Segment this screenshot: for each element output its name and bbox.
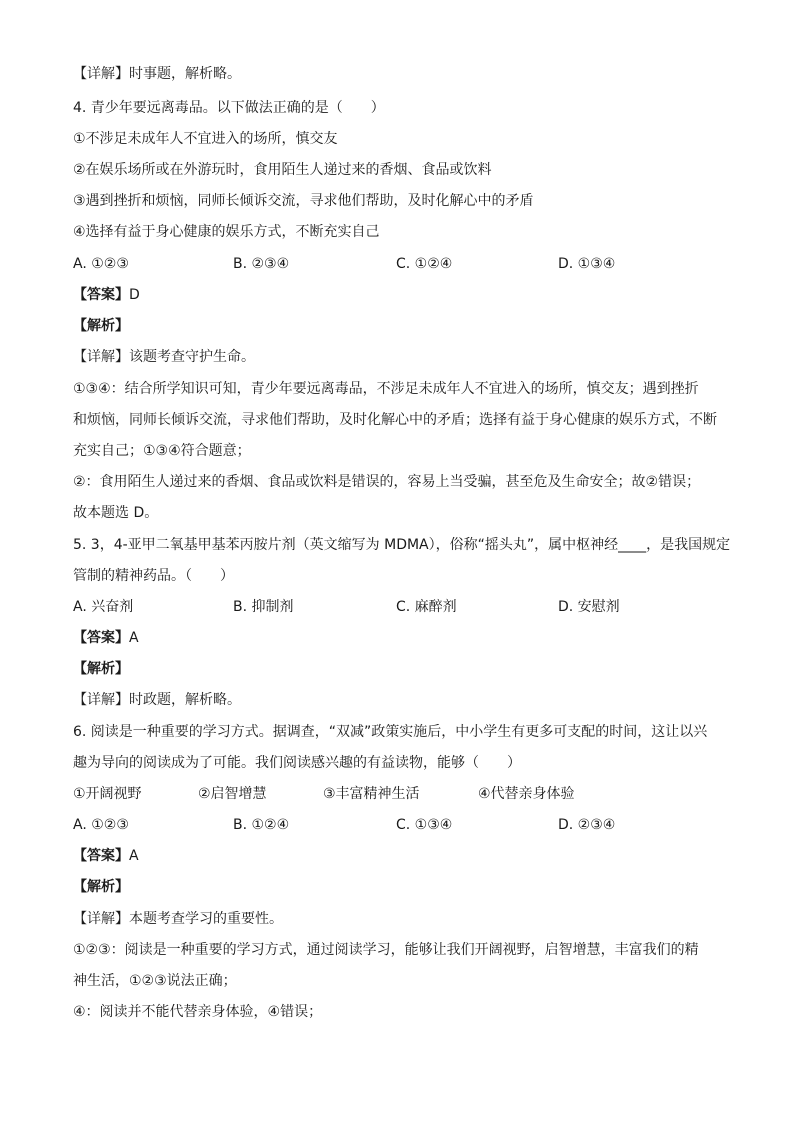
q6-stem-1: 6. 阅读是一种重要的学习方式。据调查，“双减”政策实施后，中小学生有更多可支配的时间，这让以兴 [73,724,708,740]
q4-item-4: ④选择有益于身心健康的娱乐方式，不断充实自己 [73,224,380,240]
q6-item-3: ③丰富精神生活 [323,786,420,802]
q6-answer-value: A [129,848,139,864]
q6-explain-1: ①②③：阅读是一种重要的学习方式，通过阅读学习，能够让我们开阔视野，启智增慧，丰富我们的精 [73,942,699,958]
q5-option-a: A. 兴奋剂 [73,599,134,615]
q5-stem-2: 管制的精神药品。（ ） [73,568,234,584]
q4-explain-2: 和烦恼，同师长倾诉交流，寻求他们帮助，及时化解心中的矛盾；选择有益于身心健康的娱乐方式，不断 [73,412,717,428]
q5-stem-1: 5. 3，4-亚甲二氧基甲基苯丙胺片剂（英文缩写为 MDMA），俗称“摇头丸”，属中枢神经____，是我国规定 [73,537,731,553]
q6-option-a: A. ①②③ [73,817,129,833]
q6-item-4: ④代替亲身体验 [478,786,575,802]
q4-option-c: C. ①②④ [396,256,453,272]
q4-detail: 【详解】该题考查守护生命。 [73,349,255,365]
q6-stem-2: 趣为导向的阅读成为了可能。我们阅读感兴趣的有益读物，能够（ ） [73,755,521,771]
q5-answer [73,628,723,648]
q6-option-c: C. ①③④ [396,817,453,833]
q6-explain-2: 神生活，①②③说法正确； [73,973,237,989]
q4-answer [73,285,723,305]
q4-item-2: ②在娱乐场所或在外游玩时，食用陌生人递过来的香烟、食品或饮料 [73,162,492,178]
q4-option-d: D. ①③④ [558,256,616,272]
q6-explain-3: ④：阅读并不能代替亲身体验，④错误； [73,1004,323,1020]
q4-option-b: B. ②③④ [233,256,290,272]
q4-explain-1: ①③④：结合所学知识可知，青少年要远离毒品，不涉足未成年人不宜进入的场所，慎交友；遇到挫折 [73,381,699,397]
q5-answer-value: A [129,630,139,646]
q6-answer-label: 【答案】 [73,848,129,864]
q5-option-d: D. 安慰剂 [558,599,620,615]
q4-stem: 4. 青少年要远离毒品。以下做法正确的是（ ） [73,100,385,116]
q5-option-b: B. 抑制剂 [233,599,294,615]
q4-analysis-label: 【解析】 [73,318,129,334]
q5-analysis-label: 【解析】 [73,661,129,677]
q6-answer [73,846,723,866]
q4-explain-5: 故本题选 D。 [73,505,159,521]
q3-detail: 【详解】时事题，解析略。 [73,66,241,82]
q6-option-b: B. ①②④ [233,817,290,833]
q6-option-d: D. ②③④ [558,817,616,833]
q4-answer-value: D [129,287,140,303]
q4-option-a: A. ①②③ [73,256,129,272]
q4-item-1: ①不涉足未成年人不宜进入的场所，慎交友 [73,131,338,147]
q4-explain-4: ②：食用陌生人递过来的香烟、食品或饮料是错误的，容易上当受骗，甚至危及生命安全；故②错误； [73,474,701,490]
q4-explain-3: 充实自己；①③④符合题意； [73,443,251,459]
q6-detail: 【详解】本题考查学习的重要性。 [73,911,283,927]
q5-option-c: C. 麻醉剂 [396,599,457,615]
q6-analysis-label: 【解析】 [73,879,129,895]
q6-item-1: ①开阔视野 [73,786,142,802]
q4-item-3: ③遇到挫折和烦恼，同师长倾诉交流，寻求他们帮助，及时化解心中的矛盾 [73,193,534,209]
q6-item-2: ②启智增慧 [198,786,267,802]
q5-detail: 【详解】时政题，解析略。 [73,692,241,708]
q5-answer-label: 【答案】 [73,630,129,646]
q4-answer-label: 【答案】 [73,287,129,303]
